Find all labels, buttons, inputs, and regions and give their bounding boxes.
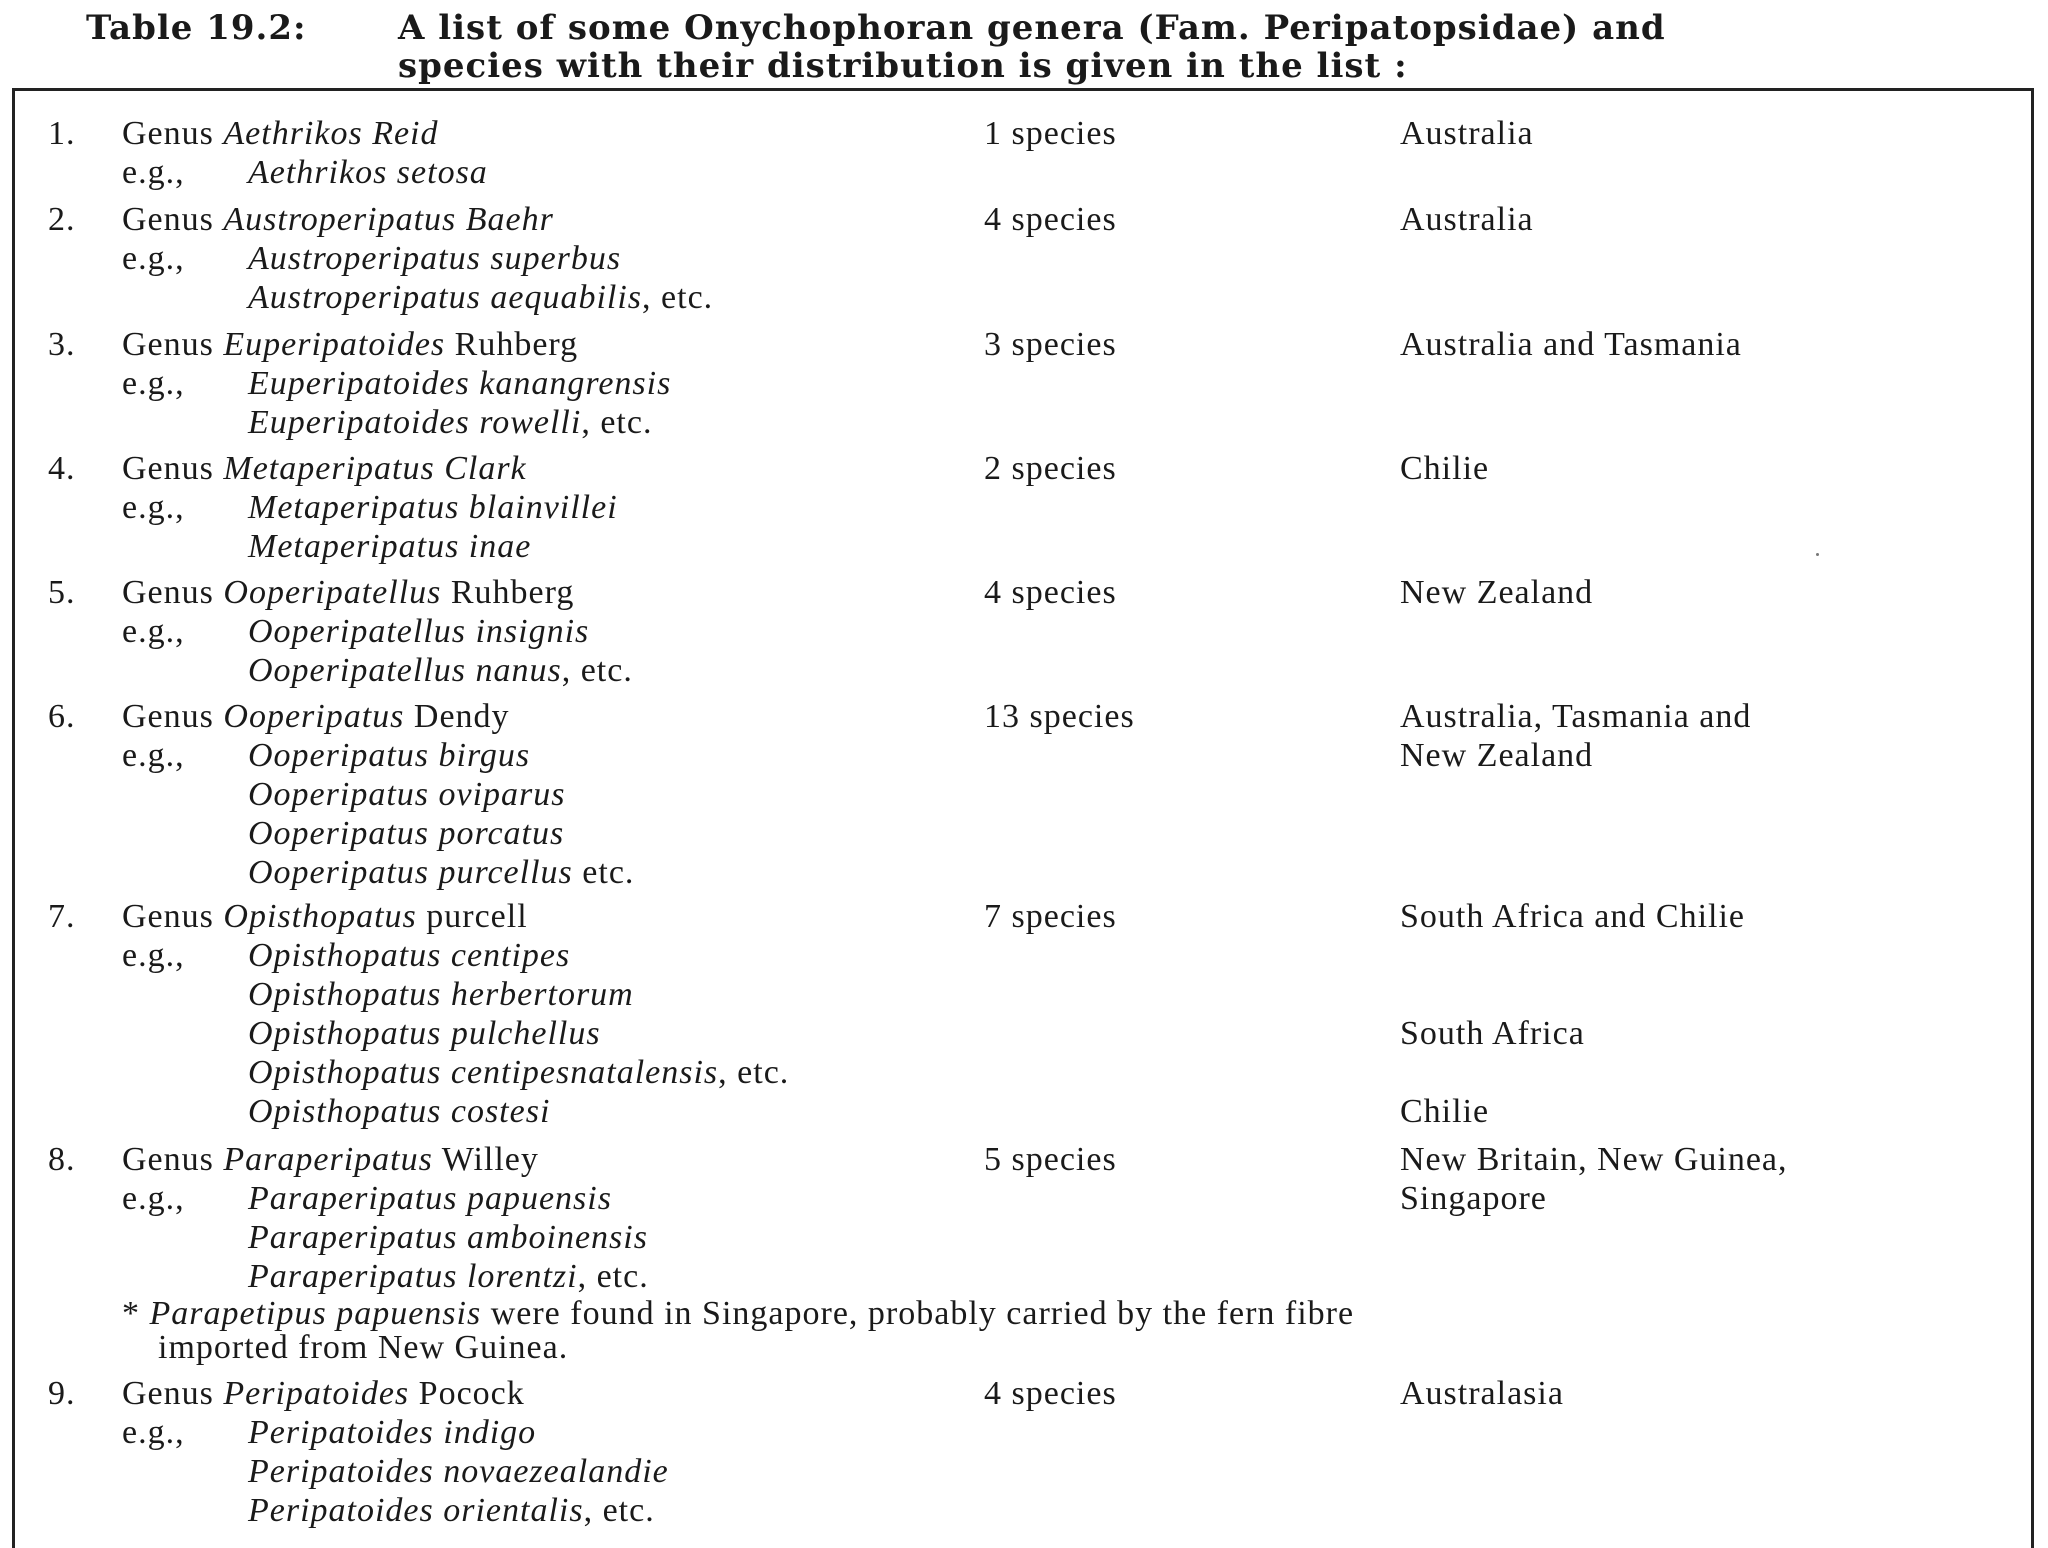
species-count: 4 species xyxy=(984,574,1117,611)
row-number: 2. xyxy=(48,201,76,238)
genus-prefix: Genus xyxy=(122,574,224,611)
example-species xyxy=(248,775,566,815)
row-number: 9. xyxy=(48,1375,76,1412)
species-count: 5 species xyxy=(984,1141,1117,1178)
genus-italic: Ooperipatellus xyxy=(223,574,442,611)
example-species-name: Peripatoides novaezealandie xyxy=(248,1453,669,1490)
genus-prefix: Genus xyxy=(122,1375,224,1412)
distribution: South Africa and Chilie xyxy=(1400,898,1746,935)
genus-name xyxy=(122,114,439,154)
genus-italic: Aethrikos Reid xyxy=(223,115,439,152)
distribution: Australia, Tasmania and xyxy=(1400,698,1752,735)
genus-name xyxy=(122,200,554,240)
genus-name xyxy=(122,1140,539,1180)
footnote-line-2: imported from New Guinea. xyxy=(158,1329,569,1366)
distribution: New Zealand xyxy=(1400,574,1594,611)
example-species xyxy=(248,278,713,318)
genus-prefix: Genus xyxy=(122,898,224,935)
example-species-name: Opisthopatus costesi xyxy=(248,1093,551,1130)
footnote-marker: * xyxy=(122,1295,140,1332)
example-species xyxy=(248,488,618,528)
example-species-name: Metaperipatus blainvillei xyxy=(248,489,618,526)
distribution: Australia xyxy=(1400,201,1534,238)
genus-author: Ruhberg xyxy=(441,574,575,611)
etc-suffix: , etc. xyxy=(642,279,714,316)
genus-italic: Peripatoides xyxy=(223,1375,410,1412)
etc-suffix: , etc. xyxy=(583,1492,655,1529)
genus-prefix: Genus xyxy=(122,1141,224,1178)
genus-italic: Euperipatoides xyxy=(223,326,446,363)
genus-italic: Opisthopatus xyxy=(223,898,417,935)
example-species-name: Austroperipatus aequabilis xyxy=(248,279,643,316)
genus-prefix: Genus xyxy=(122,450,224,487)
example-species-name: Euperipatoides rowelli xyxy=(248,404,582,441)
etc-suffix: etc. xyxy=(572,854,635,891)
distribution: Australia and Tasmania xyxy=(1400,326,1742,363)
species-count: 13 species xyxy=(984,698,1135,735)
example-species-name: Peripatoides indigo xyxy=(248,1414,537,1451)
distribution: New Zealand xyxy=(1400,737,1594,774)
row-number: 5. xyxy=(48,574,76,611)
species-count: 7 species xyxy=(984,898,1117,935)
species-count: 2 species xyxy=(984,450,1117,487)
genus-prefix: Genus xyxy=(122,326,224,363)
eg-label: e.g., xyxy=(122,737,185,774)
genus-italic: Austroperipatus Baehr xyxy=(223,201,554,238)
genus-author: Dendy xyxy=(404,698,510,735)
example-species xyxy=(248,239,621,279)
example-species xyxy=(248,1218,648,1258)
example-species xyxy=(248,814,564,854)
example-species xyxy=(248,853,634,893)
row-number: 7. xyxy=(48,898,76,935)
eg-label: e.g., xyxy=(122,154,185,191)
footnote-text: were found in Singapore, probably carried by the fern fibre xyxy=(481,1295,1355,1332)
caption-line-1: A list of some Onychophoran genera (Fam. Peripatopsidae) and xyxy=(398,8,1666,48)
eg-label: e.g., xyxy=(122,365,185,402)
example-species-name: Opisthopatus centipesnatalensis xyxy=(248,1054,719,1091)
example-species-name: Peripatoides orientalis xyxy=(248,1492,584,1529)
genus-italic: Metaperipatus Clark xyxy=(223,450,527,487)
eg-label: e.g., xyxy=(122,489,185,526)
eg-label: e.g., xyxy=(122,1414,185,1451)
example-species xyxy=(248,364,671,404)
example-species xyxy=(248,1413,536,1453)
example-species xyxy=(248,651,633,691)
example-species-name: Ooperipatus oviparus xyxy=(248,776,566,813)
genus-name xyxy=(122,897,528,937)
example-species-name: Opisthopatus pulchellus xyxy=(248,1015,601,1052)
example-species-name: Metaperipatus inae xyxy=(248,528,532,565)
example-species-name: Euperipatoides kanangrensis xyxy=(248,365,672,402)
example-species-name: Paraperipatus lorentzi xyxy=(248,1258,578,1295)
genus-author: purcell xyxy=(416,898,528,935)
footnote-species: Parapetipus papuensis xyxy=(149,1295,482,1332)
example-species-name: Paraperipatus papuensis xyxy=(248,1180,612,1217)
genus-italic: Paraperipatus xyxy=(223,1141,433,1178)
caption-line-2: species with their distribution is given in the list : xyxy=(398,46,1408,86)
example-species xyxy=(248,736,530,776)
example-species xyxy=(248,153,488,193)
example-species-name: Ooperipatus porcatus xyxy=(248,815,565,852)
row-number: 1. xyxy=(48,115,76,152)
example-species-name: Aethrikos setosa xyxy=(248,154,488,191)
example-species xyxy=(248,1179,612,1219)
distribution: New Britain, New Guinea, xyxy=(1400,1141,1788,1178)
genus-author: Willey xyxy=(432,1141,539,1178)
row-number: 6. xyxy=(48,698,76,735)
example-species xyxy=(248,1053,789,1093)
species-count: 4 species xyxy=(984,1375,1117,1412)
example-species xyxy=(248,1257,649,1297)
example-species-name: Opisthopatus herbertorum xyxy=(248,976,634,1013)
genus-name xyxy=(122,325,578,365)
species-count: 3 species xyxy=(984,326,1117,363)
example-species-name: Austroperipatus superbus xyxy=(248,240,622,277)
species-count: 1 species xyxy=(984,115,1117,152)
genus-name xyxy=(122,449,527,489)
genus-prefix: Genus xyxy=(122,115,224,152)
example-species-name: Paraperipatus amboinensis xyxy=(248,1219,648,1256)
genus-name xyxy=(122,573,574,613)
example-species xyxy=(248,1452,669,1492)
row-number: 8. xyxy=(48,1141,76,1178)
etc-suffix: , etc. xyxy=(718,1054,790,1091)
example-species-name: Ooperipatellus insignis xyxy=(248,613,590,650)
row-number: 3. xyxy=(48,326,76,363)
distribution: Australia xyxy=(1400,115,1534,152)
example-species xyxy=(248,1491,655,1531)
example-species xyxy=(248,975,634,1015)
distribution-note: South Africa xyxy=(1400,1015,1585,1052)
genus-name xyxy=(122,697,510,737)
genus-name xyxy=(122,1374,525,1414)
distribution: Australasia xyxy=(1400,1375,1564,1412)
example-species xyxy=(248,403,652,443)
eg-label: e.g., xyxy=(122,613,185,650)
eg-label: e.g., xyxy=(122,240,185,277)
example-species xyxy=(248,612,589,652)
distribution-note: Chilie xyxy=(1400,1093,1490,1130)
example-species xyxy=(248,527,531,567)
genus-italic: Ooperipatus xyxy=(223,698,405,735)
example-species xyxy=(248,1092,550,1132)
genus-author: Ruhberg xyxy=(445,326,579,363)
example-species-name: Ooperipatellus nanus xyxy=(248,652,562,689)
etc-suffix: , etc. xyxy=(577,1258,649,1295)
etc-suffix: , etc. xyxy=(561,652,633,689)
table-label: Table 19.2: xyxy=(86,8,307,48)
genus-prefix: Genus xyxy=(122,201,224,238)
example-species-name: Opisthopatus centipes xyxy=(248,937,571,974)
eg-label: e.g., xyxy=(122,1180,185,1217)
example-species-name: Ooperipatus purcellus xyxy=(248,854,573,891)
example-species-name: Ooperipatus birgus xyxy=(248,737,531,774)
example-species xyxy=(248,1014,601,1054)
row-number: 4. xyxy=(48,450,76,487)
example-species xyxy=(248,936,570,976)
eg-label: e.g., xyxy=(122,937,185,974)
scan-speck xyxy=(1816,553,1819,556)
distribution: Singapore xyxy=(1400,1180,1547,1217)
etc-suffix: , etc. xyxy=(581,404,653,441)
genus-prefix: Genus xyxy=(122,698,224,735)
distribution: Chilie xyxy=(1400,450,1490,487)
genus-author: Pocock xyxy=(409,1375,525,1412)
species-count: 4 species xyxy=(984,201,1117,238)
